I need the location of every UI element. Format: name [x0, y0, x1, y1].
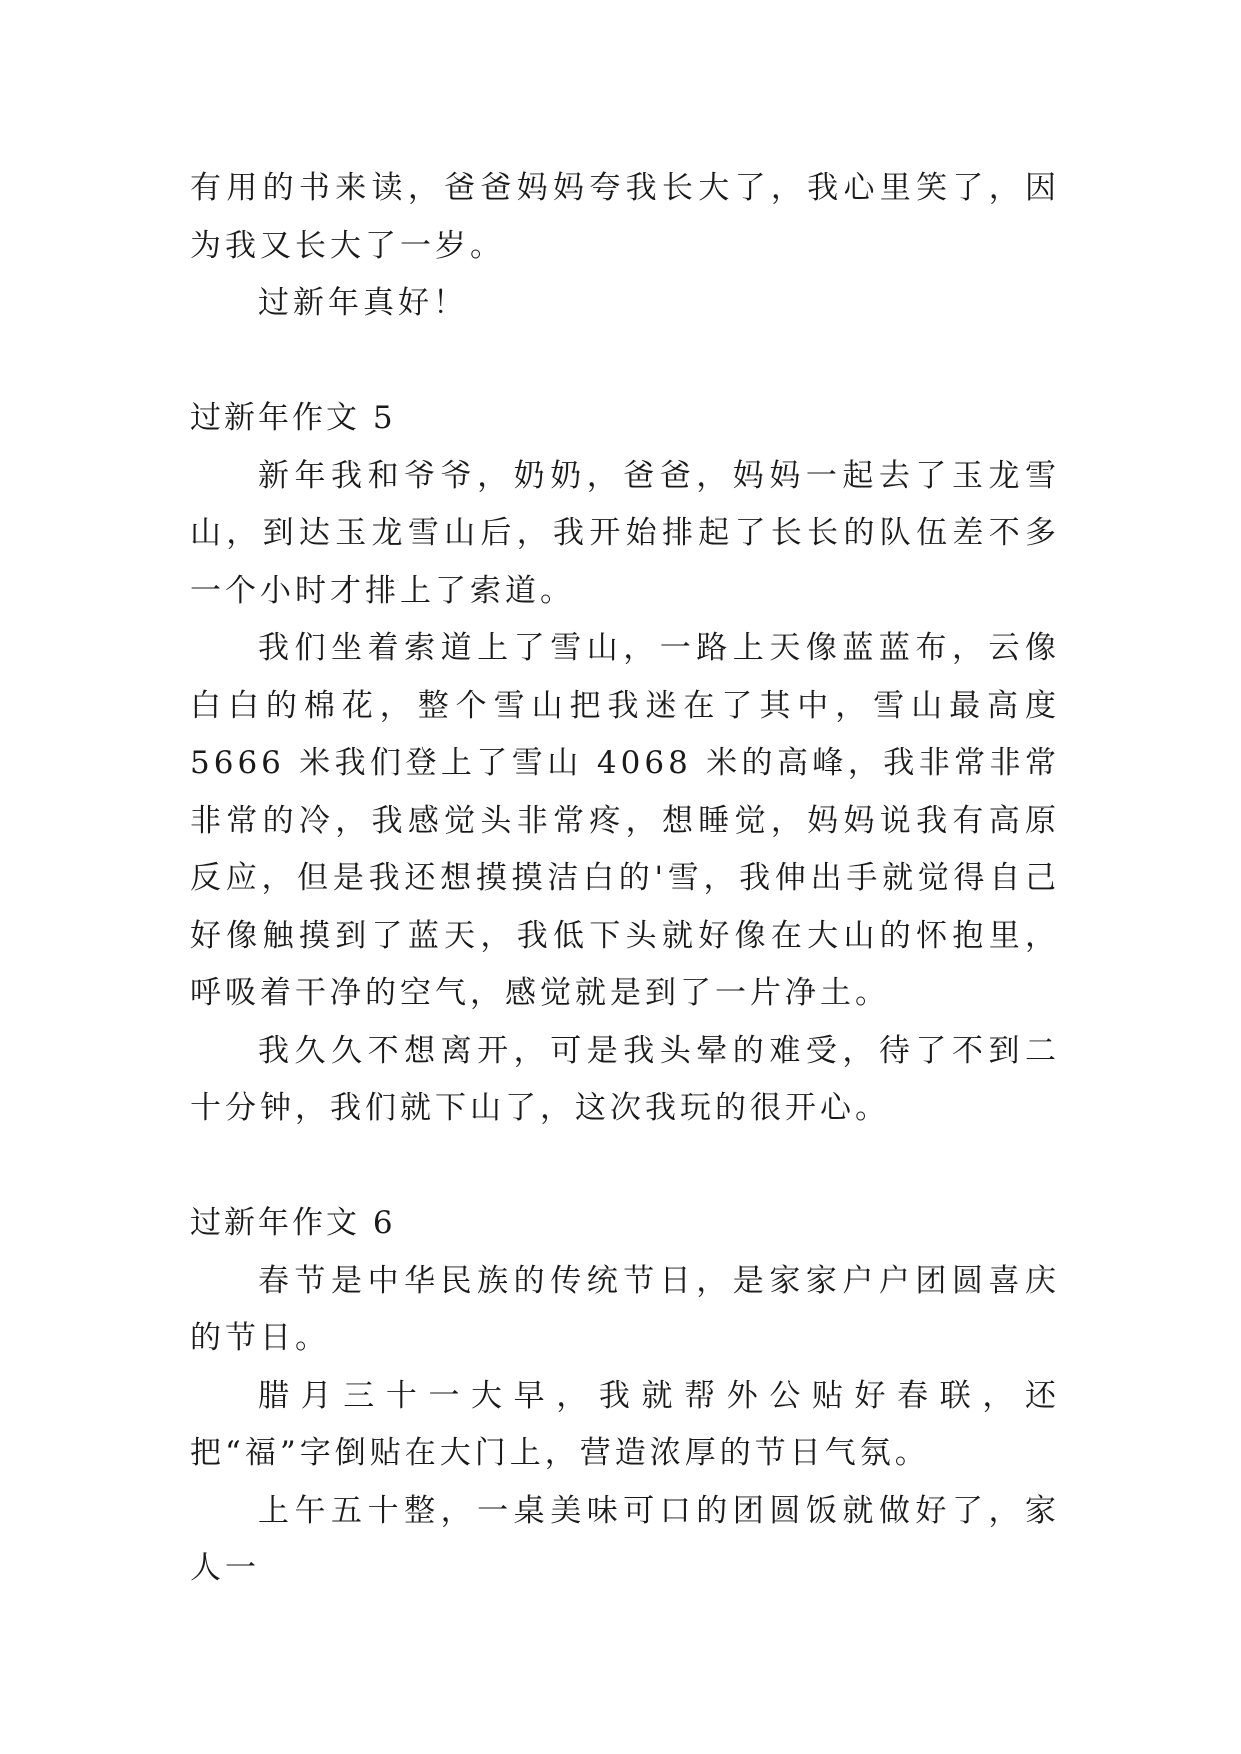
paragraph: 我久久不想离开，可是我头晕的难受，待了不到二十分钟，我们就下山了，这次我玩的很开心。 [190, 1032, 1060, 1126]
paragraph: 上午五十整，一桌美味可口的团圆饭就做好了，家人一 [190, 1492, 1060, 1586]
paragraph: 过新年真好！ [258, 285, 468, 321]
section-heading: 过新年作文 6 [190, 1205, 396, 1241]
paragraph: 春节是中华民族的传统节日，是家家户户团圆喜庆的节日。 [190, 1262, 1060, 1356]
text-column [190, 160, 1060, 1598]
paragraph: 腊月三十一大早，我就帮外公贴好春联，还把“福”字倒贴在大门上，营造浓厚的节日气氛。 [190, 1377, 1060, 1471]
paragraph: 有用的书来读，爸爸妈妈夸我长大了，我心里笑了，因为我又长大了一岁。 [190, 170, 1060, 264]
paragraph: 新年我和爷爷，奶奶，爸爸，妈妈一起去了玉龙雪山，到达玉龙雪山后，我开始排起了长长的队伍差不多一个小时才排上了索道。 [190, 457, 1060, 609]
section-gap [190, 333, 1060, 391]
section-gap [190, 1138, 1060, 1196]
paragraph: 我们坐着索道上了雪山，一路上天像蓝蓝布，云像白白的棉花，整个雪山把我迷在了其中，雪山最高度 5666 米我们登上了雪山 4068 米的高峰，我非常非常非常的冷，我感觉头非常疼，想睡觉，妈妈说我有高原反应，但是我还想摸摸洁白的'雪，我伸出手就觉得自己好像触摸到了蓝天，我低下头就好像在大山的怀抱里，呼吸着干净的空气，感觉就是到了一片净土。 [190, 630, 1060, 1011]
section-heading: 过新年作文 5 [190, 400, 396, 436]
